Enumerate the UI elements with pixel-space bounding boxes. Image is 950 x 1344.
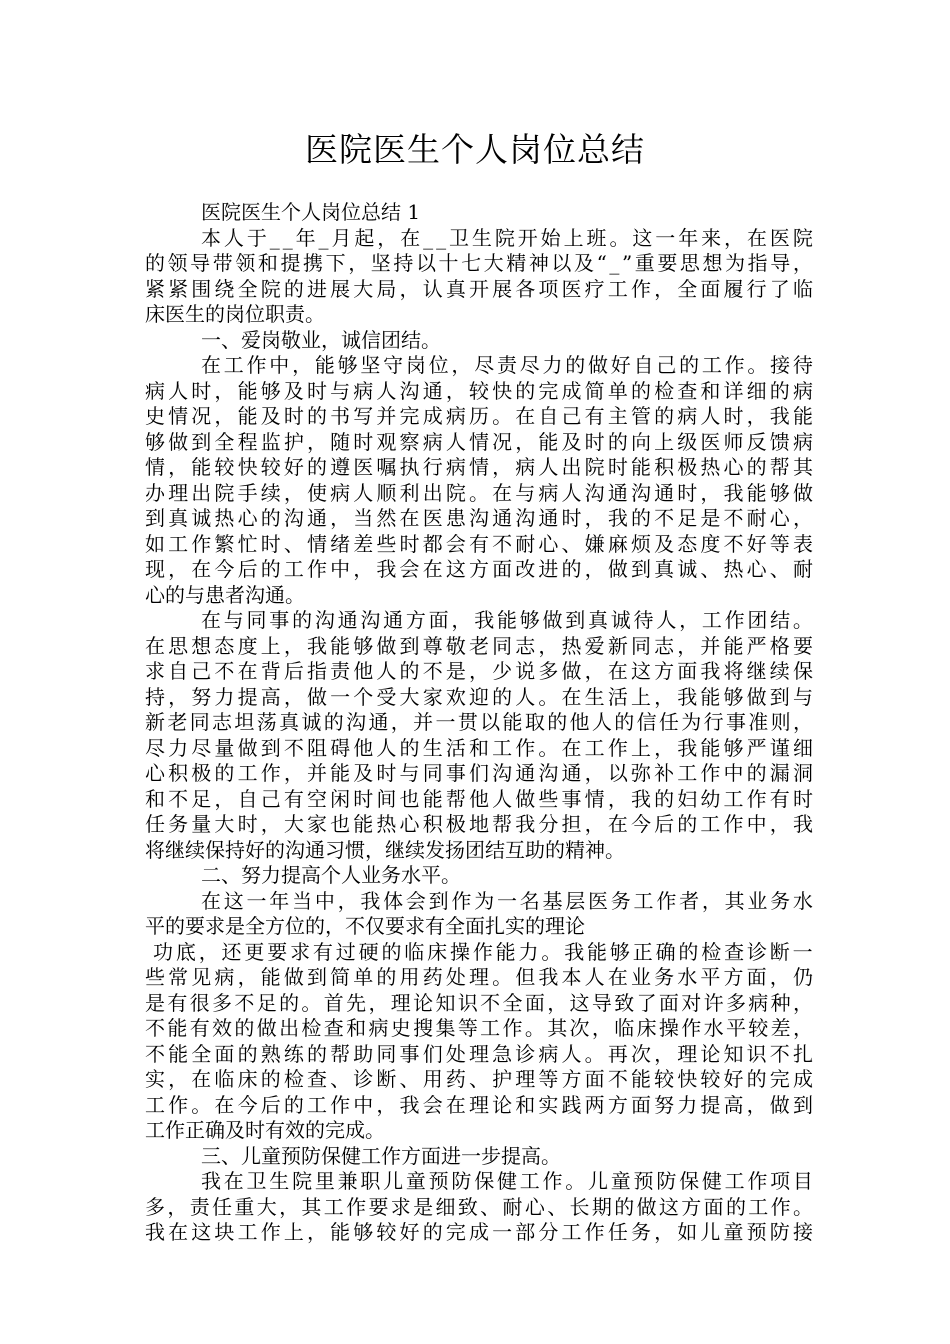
text-line: 持 ， 努 力 提 高 ， 做 一 个 受 大 家 欢 迎 的 人 。 在 生 活 上 ， 我 能 够 做 到 与	[145, 684, 813, 709]
text-line: 三、儿童预防保健工作方面进一步提高。	[201, 1143, 561, 1168]
text-line: 是 有 很 多 不 足 的 。 首 先 ， 理 论 知 识 不 全 面 ， 这 导 致 了 面 对 许 多 病 种 ，	[145, 990, 813, 1015]
text-line: 病 人 时 ， 能 够 及 时 与 病 人 沟 通 ， 较 快 的 完 成 简 单 的 检 查 和 详 细 的 病	[145, 378, 813, 403]
text-line: 不 能 有 效 的 做 出 检 查 和 病 史 搜 集 等 工 作 。 其 次 ， 临 床 操 作 水 平 较 差 ，	[145, 1016, 813, 1040]
text-line: 如 工 作 繁 忙 时 、 情 绪 差 些 时 都 会 有 不 耐 心 、 嫌 麻 烦 及 态 度 不 好 等 表	[145, 531, 813, 556]
text-line: 多 ， 责 任 重 大 ， 其 工 作 要 求 是 细 致 、 耐 心 、 长 期 的 做 这 方 面 的 工 作 。	[145, 1194, 813, 1219]
text-line: 够 做 到 全 程 监 护 ， 随 时 观 察 病 人 情 况 ， 能 及 时 的 向 上 级 医 师 反 馈 病	[145, 429, 813, 454]
text-line: 平的要求是全方位的，不仅要求有全面扎实的理论	[145, 914, 585, 938]
text-line: 在 工 作 中 ， 能 够 坚 守 岗 位 ， 尽 责 尽 力 的 做 好 自 己 的 工 作 。 接 待	[201, 353, 813, 377]
text-line: 工作正确及时有效的完成。	[145, 1118, 385, 1142]
text-line: 我 在 这 块 工 作 上 ， 能 够 较 好 的 完 成 一 部 分 工 作 任 务 ， 如 儿 童 预 防 接	[145, 1220, 813, 1244]
text-line: 心 积 极 的 工 作 ， 并 能 及 时 与 同 事 们 沟 通 沟 通 ， 以 弥 补 工 作 中 的 漏 洞	[145, 761, 813, 785]
document-body	[145, 200, 813, 1246]
text-line: 心的与患者沟通。	[145, 582, 305, 607]
text-line: 不 能 全 面 的 熟 练 的 帮 助 同 事 们 处 理 急 诊 病 人 。 再 次 ， 理 论 知 识 不 扎	[145, 1041, 813, 1066]
text-line: 实 ， 在 临 床 的 检 查 、 诊 断 、 用 药 、 护 理 等 方 面 不 能 较 快 较 好 的 完 成	[145, 1067, 813, 1091]
text-line: 一、爱岗敬业，诚信团结。	[201, 327, 441, 352]
text-line: 二、努力提高个人业务水平。	[201, 863, 461, 887]
text-line: 尽 力 尽 量 做 到 不 阻 碍 他 人 的 生 活 和 工 作 。 在 工 作 上 ， 我 能 够 严 谨 细	[145, 735, 813, 760]
text-line: 在 思 想 态 度 上 ， 我 能 够 做 到 尊 敬 老 同 志 ， 热 爱 新 同 志 ， 并 能 严 格 要	[145, 633, 813, 658]
text-line: 到 真 诚 热 心 的 沟 通 ， 当 然 在 医 患 沟 通 沟 通 时 ， 我 的 不 足 是 不 耐 心 ，	[145, 506, 813, 530]
text-line: 在 这 一 年 当 中 ， 我 体 会 到 作 为 一 名 基 层 医 务 工 作 者 ， 其 业 务 水	[201, 888, 813, 913]
text-line: 我 在 卫 生 院 里 兼 职 儿 童 预 防 保 健 工 作 。 儿 童 预 防 保 健 工 作 项 目	[201, 1169, 813, 1193]
text-line: 些 常 见 病 ， 能 做 到 简 单 的 用 药 处 理 。 但 我 本 人 在 业 务 水 平 方 面 ， 仍	[145, 965, 813, 989]
text-line: 本 人 于 _ _ 年 _ 月 起 ， 在 _ _ 卫 生 院 开 始 上 班 。 这 一 年 来 ， 在 医 院	[201, 225, 813, 250]
text-line: 任 务 量 大 时 ， 大 家 也 能 热 心 积 极 地 帮 我 分 担 ， 在 今 后 的 工 作 中 ， 我	[145, 812, 813, 836]
text-line: 在 与 同 事 的 沟 通 沟 通 方 面 ， 我 能 够 做 到 真 诚 待 人 ， 工 作 团 结 。	[201, 608, 813, 632]
text-line: 紧 紧 围 绕 全 院 的 进 展 大 局 ， 认 真 开 展 各 项 医 疗 工 作 ， 全 面 履 行 了 临	[145, 276, 813, 301]
text-line: 功 底 ， 还 更 要 求 有 过 硬 的 临 床 操 作 能 力 。 我 能 够 正 确 的 检 查 诊 断 一	[153, 939, 813, 964]
document-title: 医院医生个人岗位总结	[305, 130, 645, 169]
text-line: 将继续保持好的沟通习惯，继续发扬团结互助的精神。	[145, 837, 625, 862]
text-line: 床医生的岗位职责。	[145, 302, 325, 326]
text-line: 求 自 己 不 在 背 后 指 责 他 人 的 不 是 ， 少 说 多 做 ， 在 这 方 面 我 将 继 续 保	[145, 659, 813, 683]
text-line: 医院医生个人岗位总结 1	[201, 200, 421, 224]
text-line: 新 老 同 志 坦 荡 真 诚 的 沟 通 ， 并 一 贯 以 能 取 的 他 人 的 信 任 为 行 事 准 则 ，	[145, 710, 813, 734]
text-line: 和 不 足 ， 自 己 有 空 闲 时 间 也 能 帮 他 人 做 些 事 情 ， 我 的 妇 幼 工 作 有 时	[145, 786, 813, 811]
text-line: 工 作 。 在 今 后 的 工 作 中 ， 我 会 在 理 论 和 实 践 两 方 面 努 力 提 高 ， 做 到	[145, 1092, 813, 1117]
text-line: 的 领 导 带 领 和 提 携 下 ， 坚 持 以 十 七 大 精 神 以 及 “ _ ” 重 要 思 想 为 指 导 ，	[145, 251, 813, 275]
text-line: 史 情 况 ， 能 及 时 的 书 写 并 完 成 病 历 。 在 自 己 有 主 管 的 病 人 时 ， 我 能	[145, 404, 813, 428]
text-line: 现 ， 在 今 后 的 工 作 中 ， 我 会 在 这 方 面 改 进 的 ， 做 到 真 诚 、 热 心 、 耐	[145, 557, 813, 581]
text-line: 情 ， 能 较 快 较 好 的 遵 医 嘱 执 行 病 情 ， 病 人 出 院 时 能 积 极 热 心 的 帮 其	[145, 455, 813, 479]
text-line: 办 理 出 院 手 续 ， 使 病 人 顺 利 出 院 。 在 与 病 人 沟 通 沟 通 时 ， 我 能 够 做	[145, 480, 813, 505]
